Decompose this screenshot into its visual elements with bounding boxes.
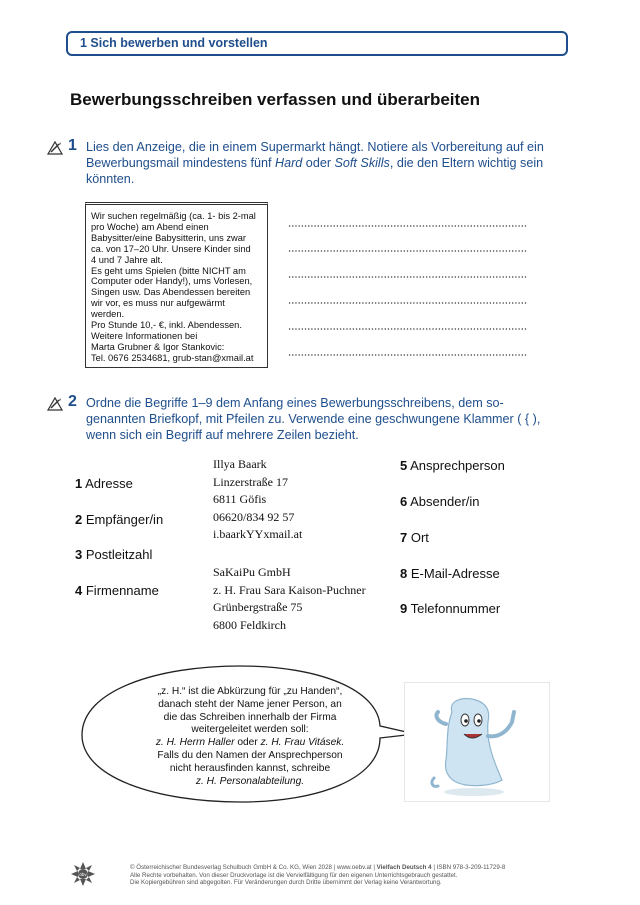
term-label: Postleitzahl — [85, 547, 153, 562]
task2-line3: wenn sich ein Begriff auf mehrere Zeilen bezieht. — [86, 428, 359, 442]
ad-line: Es geht ums Spielen (bitte NICHT am — [91, 265, 246, 276]
task2-line1: Ordne die Begriffe 1–9 dem Anfang eines Bewerbungsschreibens, dem so- — [86, 396, 504, 410]
answer-line[interactable] — [288, 354, 528, 356]
term-label: Ort — [410, 530, 429, 545]
recipient-street: Grünbergstraße 75 — [213, 600, 303, 614]
task1-number: 1 — [68, 137, 77, 154]
ad-line: Babysitter/eine Babysitterin, uns zwar — [91, 232, 247, 243]
pencil-triangle-icon — [47, 395, 63, 411]
ad-line: Computer oder Handy!), ums Vorlesen, — [91, 276, 253, 287]
term-item[interactable] — [400, 601, 500, 616]
footer-line1 — [130, 864, 505, 872]
ad-line: Wir suchen regelmäßig (ca. 1- bis 2-mal — [91, 211, 256, 221]
ad-line: Marta Grubner & Igor Stankovic: — [91, 341, 225, 352]
term-item[interactable] — [75, 547, 152, 562]
term-label: Absender/in — [410, 494, 480, 509]
term-number: 4 — [75, 583, 83, 598]
ad-line: Pro Stunde 10,- €, inkl. Abendessen. — [91, 320, 242, 331]
term-number: 5 — [400, 458, 408, 473]
term-item[interactable] — [400, 458, 505, 473]
note-line: z. H. Personalabteilung. — [195, 775, 305, 787]
term-label: Adresse — [85, 476, 133, 491]
recipient-address-block — [213, 564, 366, 634]
sender-address-block — [213, 456, 302, 544]
sender-phone: 06620/834 92 57 — [213, 509, 295, 524]
footer-copyright: © Österreichischer Bundesverlag Schulbuch GmbH & Co. KG, Wien 2028 | www.oebv.at | — [130, 864, 377, 871]
note-line: „z. H.“ ist die Abkürzung für „zu Handen“, — [157, 686, 343, 697]
task2-number: 2 — [68, 393, 77, 410]
publisher-logo-icon — [70, 861, 96, 887]
task1-line2 — [86, 155, 566, 171]
term-label: Ansprechperson — [410, 458, 505, 473]
term-label: Empfänger/in — [85, 512, 164, 527]
task1-line2-mid: oder — [302, 156, 335, 170]
note-line: Falls du den Namen der Ansprechperson — [157, 749, 343, 761]
speech-bubble-text — [130, 686, 370, 788]
advertisement-notice — [85, 202, 268, 368]
footer-isbn: | ISBN 978-3-209-11729-8 — [431, 864, 506, 871]
ad-line: werden. — [91, 309, 125, 320]
term-label: Telefonnummer — [410, 601, 501, 616]
task1-instructions — [86, 139, 566, 187]
answer-line[interactable] — [288, 250, 528, 252]
term-item[interactable] — [400, 494, 480, 509]
note-line: nicht herausfinden kannst, schreibe — [169, 762, 331, 774]
term-label: Firmenname — [85, 583, 159, 598]
note-line: danach steht der Name jener Person, an — [158, 698, 342, 710]
example-or: oder — [234, 737, 261, 749]
task2-instructions — [86, 395, 566, 443]
term-item[interactable] — [75, 476, 133, 491]
note-line: weitergeleitet werden soll: — [191, 724, 309, 736]
task1-soft-label: Soft Skills — [334, 156, 390, 170]
mascot-figure — [404, 682, 550, 802]
ad-line: pro Woche) am Abend einen — [91, 221, 209, 232]
sender-name: Illya Baark — [213, 457, 267, 471]
ad-line: 4 und 7 Jahre alt. — [91, 254, 163, 265]
term-number: 6 — [400, 494, 408, 509]
term-number: 8 — [400, 566, 408, 581]
note-example-line — [130, 737, 370, 750]
term-number: 9 — [400, 601, 408, 616]
footer-line2: Alle Rechte vorbehalten. Von dieser Druckvorlage ist die Vervielfältigung für den eigenen Unterrichtsgebrauch gestattet. — [130, 871, 458, 879]
recipient-contact: z. H. Frau Sara Kaison-Puchner — [213, 582, 366, 597]
pencil-triangle-icon — [47, 139, 63, 155]
answer-line[interactable] — [288, 276, 528, 278]
footer-line3: Die Kopiergebühren sind abgegolten. Für Veränderungen durch Dritte übernimmt der Verlag keine Verantwortung. — [130, 879, 442, 887]
ad-line: Tel. 0676 2534681, grub-stan@xmail.at — [91, 352, 254, 363]
term-number: 1 — [75, 476, 83, 491]
recipient-city: 6800 Feldkirch — [213, 617, 286, 632]
sender-street: Linzerstraße 17 — [213, 474, 288, 489]
chapter-label: 1 Sich bewerben und vorstellen — [80, 36, 268, 50]
term-item[interactable] — [75, 512, 163, 527]
task2-line2: genannten Briefkopf, mit Pfeilen zu. Verwende eine geschwungene Klammer ( { ), — [86, 412, 541, 426]
term-item[interactable] — [400, 530, 429, 545]
task1-line2-text: Bewerbungsmail mindestens fünf — [86, 156, 276, 170]
ad-line: ca. von 17–20 Uhr. Unsere Kinder sind — [91, 243, 251, 254]
copyright-footer — [130, 864, 505, 887]
example-herrn: z. H. Herrn Haller — [155, 737, 235, 749]
task1-hard-label: Hard — [275, 156, 303, 170]
answer-line[interactable] — [288, 302, 528, 304]
recipient-company: SaKaiPu GmbH — [213, 565, 291, 579]
answer-line[interactable] — [288, 225, 528, 227]
term-number: 3 — [75, 547, 83, 562]
note-line: die das Schreiben innerhalb der Firma — [163, 711, 337, 723]
chapter-header — [66, 31, 568, 56]
ad-line: wir vor, es muss nur aufgewärmt — [91, 298, 225, 309]
ad-line: Weitere Informationen bei — [91, 330, 198, 341]
term-item[interactable] — [75, 583, 159, 598]
term-number: 2 — [75, 512, 83, 527]
answer-line[interactable] — [288, 328, 528, 330]
task1-line3: könnten. — [86, 172, 135, 186]
term-item[interactable] — [400, 566, 500, 581]
task1-line2-end: , die den Eltern wichtig sein — [389, 156, 544, 170]
term-label: E-Mail-Adresse — [410, 566, 500, 581]
task1-line1: Lies den Anzeige, die in einem Supermarkt hängt. Notiere als Vorbereitung auf ein — [86, 140, 544, 154]
sender-email: i.baarkYYxmail.at — [213, 527, 303, 541]
ad-line: Singen usw. Das Abendessen bereiten — [91, 287, 251, 298]
page-title: Bewerbungsschreiben verfassen und überarbeiten — [70, 90, 481, 109]
sender-city: 6811 Göfis — [213, 492, 267, 506]
example-frau: z. H. Frau Vitásek. — [260, 737, 345, 749]
publisher-logo-text: öbv — [79, 872, 87, 877]
term-number: 7 — [400, 530, 408, 545]
footer-book-title: Vielfach Deutsch 4 — [376, 864, 432, 871]
